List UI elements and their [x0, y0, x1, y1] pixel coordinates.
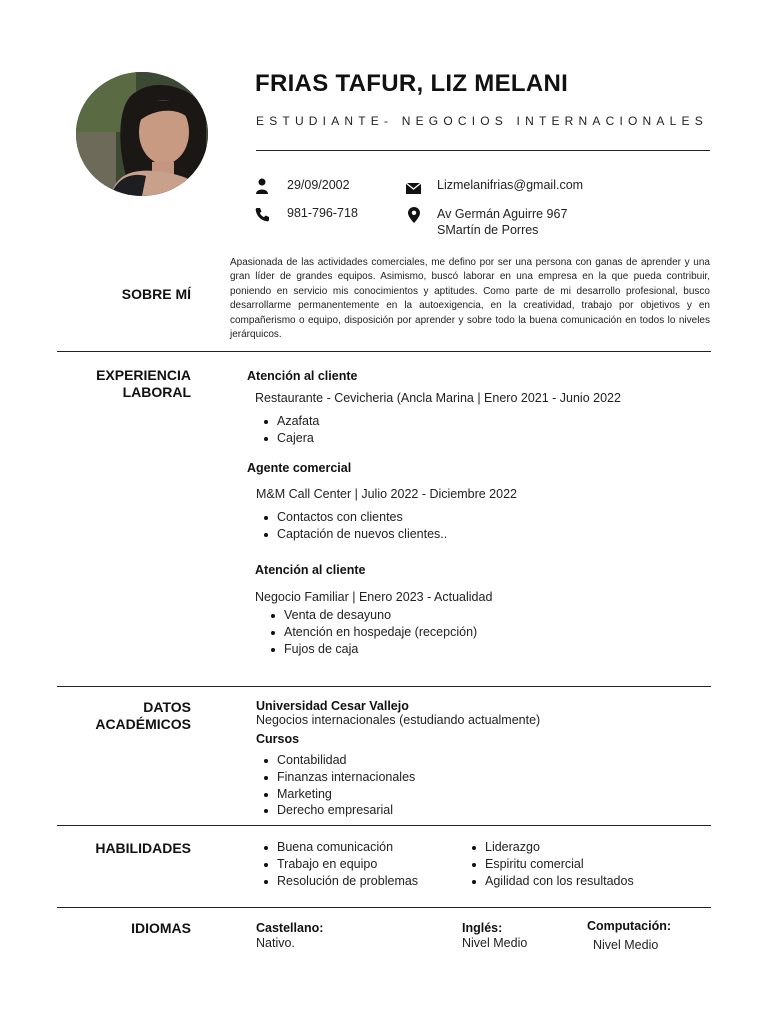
job-org: Restaurante - Cevicheria (Ancla Marina | Enero 2021 - Junio 2022	[255, 391, 621, 405]
languages-section-title: IDIOMAS	[131, 920, 191, 936]
job-org: Negocio Familiar | Enero 2023 - Actualidad	[255, 590, 493, 604]
profile-photo	[76, 72, 208, 196]
education-section-title	[41, 699, 191, 733]
language-level: Nivel Medio	[462, 936, 528, 950]
address-line-1: Av Germán Aguirre 967	[437, 207, 568, 221]
phone-text: 981-796-718	[287, 206, 358, 220]
birthdate-text: 29/09/2002	[287, 178, 350, 192]
courses-list	[256, 752, 415, 819]
experience-section-title	[41, 367, 191, 401]
list-item: Contactos con clientes	[256, 509, 447, 526]
address-line-2: SMartín de Porres	[437, 223, 539, 237]
list-item: Fujos de caja	[263, 641, 477, 658]
profile-photo-illustration	[76, 72, 208, 196]
job-duties-list	[263, 607, 477, 657]
list-item: Contabilidad	[256, 752, 415, 769]
header-divider	[256, 150, 710, 151]
job-title: Agente comercial	[247, 461, 352, 475]
location-pin-icon	[408, 207, 424, 223]
job-org: M&M Call Center | Julio 2022 - Diciembre 2022	[256, 487, 517, 501]
language-name: Inglés:	[462, 921, 503, 935]
experience-title-line-1: EXPERIENCIA	[96, 367, 191, 383]
list-item: Captación de nuevos clientes..	[256, 526, 447, 543]
experience-title-line-2: LABORAL	[122, 384, 191, 400]
list-item: Derecho empresarial	[256, 802, 415, 819]
list-item: Marketing	[256, 786, 415, 803]
list-item: Atención en hospedaje (recepción)	[263, 624, 477, 641]
list-item: Venta de desayuno	[263, 607, 477, 624]
school-name: Universidad Cesar Vallejo	[256, 699, 409, 713]
job-title: Atención al cliente	[247, 369, 358, 383]
candidate-subtitle: ESTUDIANTE- NEGOCIOS INTERNACIONALES	[256, 114, 708, 128]
language-name: Computación:	[587, 919, 672, 933]
skills-list-column-1	[256, 839, 418, 889]
education-title-line-1: DATOS	[143, 699, 191, 715]
language-name: Castellano:	[256, 921, 324, 935]
list-item: Liderazgo	[464, 839, 634, 856]
skills-section-title: HABILIDADES	[95, 840, 191, 856]
about-text: Apasionada de las actividades comerciales, me defino por ser una persona con ganas de aprender y una gran líder de grandes equipos. Asimismo, buscó laborar en una empresa en la que pueda contribuir, poniendo en servicio mis conocimientos y aptitudes. Como parte de mi desarrollo profesional, busco desarrollarme permanentemente en la autoexigencia, en la creatividad, trabajo por objetivos y en compañerismo o equipo, disposición por aprender y sobre todo la buena comunicación en todos lo niveles jerárquicos.	[230, 257, 710, 341]
skills-list-column-2	[464, 839, 634, 889]
envelope-icon	[406, 181, 422, 197]
language-level: Nivel Medio	[593, 938, 659, 952]
section-divider	[57, 686, 711, 687]
list-item: Finanzas internacionales	[256, 769, 415, 786]
education-title-line-2: ACADÉMICOS	[95, 716, 191, 732]
job-title: Atención al cliente	[255, 563, 366, 577]
about-section-title: SOBRE MÍ	[121, 286, 191, 302]
list-item: Azafata	[256, 413, 319, 430]
list-item: Buena comunicación	[256, 839, 418, 856]
list-item: Agilidad con los resultados	[464, 873, 634, 890]
job-duties-list	[256, 509, 447, 543]
list-item: Cajera	[256, 430, 319, 447]
section-divider	[57, 907, 711, 908]
degree-text: Negocios internacionales (estudiando actualmente)	[256, 713, 541, 727]
list-item: Trabajo en equipo	[256, 856, 418, 873]
job-duties-list	[256, 413, 319, 447]
section-divider	[57, 351, 711, 352]
email-link[interactable]: Lizmelanifrias@gmail.com	[437, 178, 584, 192]
candidate-name: FRIAS TAFUR, LIZ MELANI	[255, 70, 569, 97]
person-icon	[255, 178, 271, 194]
list-item: Espiritu comercial	[464, 856, 634, 873]
section-divider	[57, 825, 711, 826]
list-item: Resolución de problemas	[256, 873, 418, 890]
phone-icon	[255, 207, 271, 223]
language-level: Nativo.	[256, 936, 295, 950]
courses-label: Cursos	[256, 732, 300, 746]
